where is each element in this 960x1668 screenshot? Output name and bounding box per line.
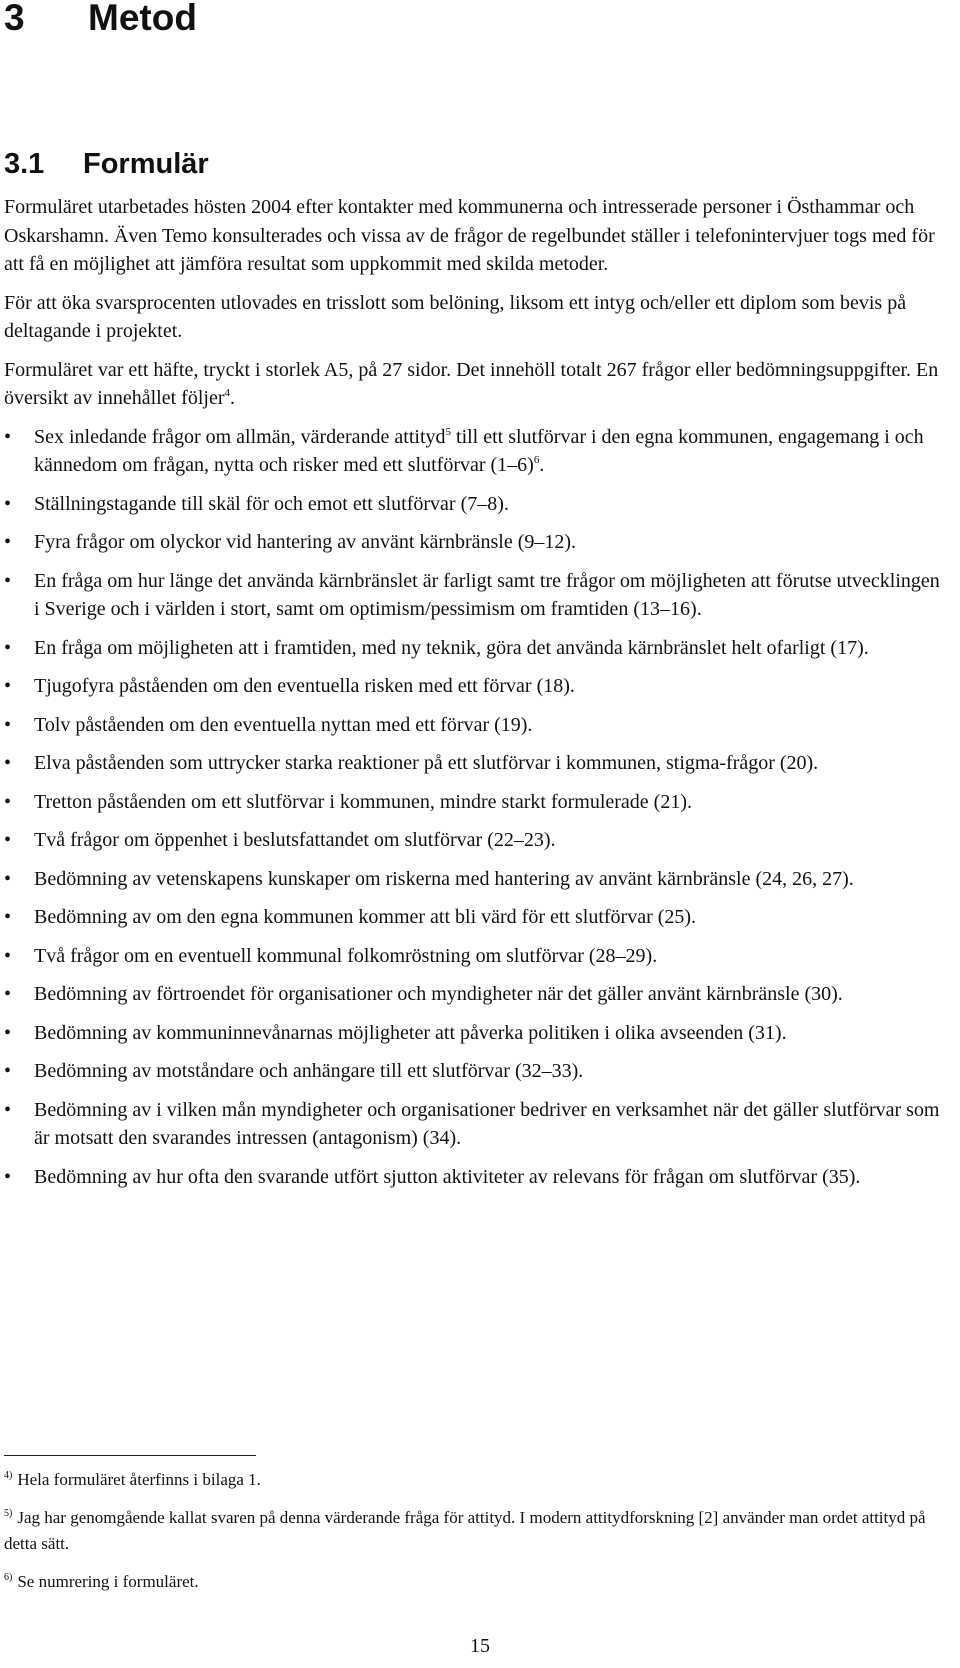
chapter-number: 3 <box>4 0 25 38</box>
bullet-icon: • <box>4 713 12 736</box>
footnotes <box>4 1467 948 1607</box>
bullet-icon: • <box>4 492 12 515</box>
section-heading <box>4 146 209 182</box>
list-item: • Bedömning av hur ofta den svarande utfört sjutton aktiviteter av relevans för frågan om slutförvar (35). <box>4 1163 948 1192</box>
list-item: • Bedömning av i vilken mån myndigheter och organisationer bedriver en verksamhet när det gäller slutförvar som är motsatt den svarandes intressen (antagonism) (34). <box>4 1096 948 1153</box>
footnote-6: $^{6)}$ Se numrering i formuläret. <box>4 1572 199 1591</box>
footnote-mark: 6) <box>4 1572 13 1583</box>
list-item: • Två frågor om öppenhet i beslutsfattandet om slutförvar (22–23). <box>4 826 948 855</box>
bullet-icon: • <box>4 1165 12 1188</box>
bullet-icon: • <box>4 531 12 553</box>
page-number: 15 <box>470 1635 490 1657</box>
bullet-icon: • <box>4 829 12 851</box>
bullet-icon: • <box>4 1060 12 1082</box>
footnote-mark: 5) <box>4 1508 13 1519</box>
paragraph-intro: Formuläret utarbetades hösten 2004 efter kontakter med kommunerna och intresserade personer i Östhammar och Oskarshamn. Även Temo konsulterades och vissa av de frågor de regelbundet ställer i telefonintervjuer togs med för att få en möjlighet att jämföra resultat som uppkommit med skilda metoder. <box>4 196 935 275</box>
list-item: • En fråga om hur länge det använda kärnbränslet är farligt samt tre frågor om möjligheten att förutse utvecklingen i Sverige och i världen i stort, samt om optimism/pessimism om framtiden (13–16). <box>4 567 948 624</box>
section-number: 3.1 <box>4 148 45 180</box>
list-item: • Fyra frågor om olyckor vid hantering av använt kärnbränsle (9–12). <box>4 528 948 557</box>
chapter-title: Metod <box>88 0 197 38</box>
list-item: • Bedömning av motståndare och anhängare till ett slutförvar (32–33). <box>4 1057 948 1086</box>
list-item: • Två frågor om en eventuell kommunal folkomröstning om slutförvar (28–29). <box>4 942 948 971</box>
list-item: • Ställningstagande till skäl för och emot ett slutförvar (7–8). <box>4 490 948 519</box>
footnote-divider <box>4 1455 256 1456</box>
bullet-icon: • <box>4 867 12 890</box>
bullet-icon: • <box>4 906 12 928</box>
bullet-icon: • <box>4 425 12 448</box>
section-title: Formulär <box>83 148 209 180</box>
footnote-4: $^{4)}$ Hela formuläret återfinns i bilaga 1. <box>4 1470 261 1489</box>
bullet-icon: • <box>4 675 12 697</box>
bullet-icon: • <box>4 1098 12 1121</box>
footnote-ref-6[interactable]: 6 <box>533 454 540 466</box>
content-overview-list <box>4 423 948 1192</box>
list-item: • Elva påståenden som uttrycker starka reaktioner på ett slutförvar i kommunen, stigma-frågor (20). <box>4 749 948 778</box>
bullet-icon: • <box>4 983 12 1005</box>
list-item: • Bedömning av förtroendet för organisationer och myndigheter när det gäller använt kärnbränsle (30). <box>4 980 948 1009</box>
bullet-icon: • <box>4 752 12 774</box>
footnote-ref-4[interactable]: 4 <box>224 387 230 399</box>
footnote-5: $^{5)}$ Jag har genomgående kallat svaren på denna värderande fråga för attityd. I modern attitydforskning [2] använder man ordet attityd på detta sätt. <box>4 1508 926 1553</box>
list-item: • Tjugofyra påståenden om den eventuella risken med ett förvar (18). <box>4 672 948 701</box>
list-item: • Tolv påståenden om den eventuella nyttan med ett förvar (19). <box>4 711 948 740</box>
list-item: • Sex inledande frågor om allmän, värderande attityd$^5$ till ett slutförvar i den egna kommunen, engagemang i och kännedom om frågan, nytta och risker med ett slutförvar $(1-6)^6$. <box>4 423 948 480</box>
bullet-icon: • <box>4 944 12 967</box>
footnote-ref-5[interactable]: 5 <box>445 425 452 438</box>
bullet-icon: • <box>4 1021 12 1044</box>
bullet-icon: • <box>4 636 12 659</box>
footnote-mark: 4) <box>4 1470 13 1481</box>
list-item: • Tretton påståenden om ett slutförvar i kommunen, mindre starkt formulerade (21). <box>4 788 948 817</box>
list-item: • Bedömning av kommuninnevånarnas möjligheter att påverka politiken i olika avseenden (31). <box>4 1019 948 1048</box>
bullet-icon: • <box>4 569 12 592</box>
paragraph-incentive: För att öka svarsprocenten utlovades en trisslott som belöning, liksom ett intyg och/eller ett diplom som bevis på deltagande i projektet. <box>4 291 907 342</box>
body-text <box>4 193 948 1201</box>
paragraph-form-description: Formuläret var ett häfte, tryckt i storlek A5, på 27 sidor. Det innehöll totalt 267 frågor eller bedömningsuppgifter. En översikt av innehållet följer$^4$. <box>4 358 939 409</box>
bullet-icon: • <box>4 790 12 813</box>
chapter-heading <box>4 0 197 40</box>
list-item: • Bedömning av vetenskapens kunskaper om riskerna med hantering av använt kärnbränsle (24, 26, 27). <box>4 865 948 894</box>
list-item: • Bedömning av om den egna kommunen kommer att bli värd för ett slutförvar (25). <box>4 903 948 932</box>
list-item: • En fråga om möjligheten att i framtiden, med ny teknik, göra det använda kärnbränslet helt ofarligt (17). <box>4 634 948 663</box>
